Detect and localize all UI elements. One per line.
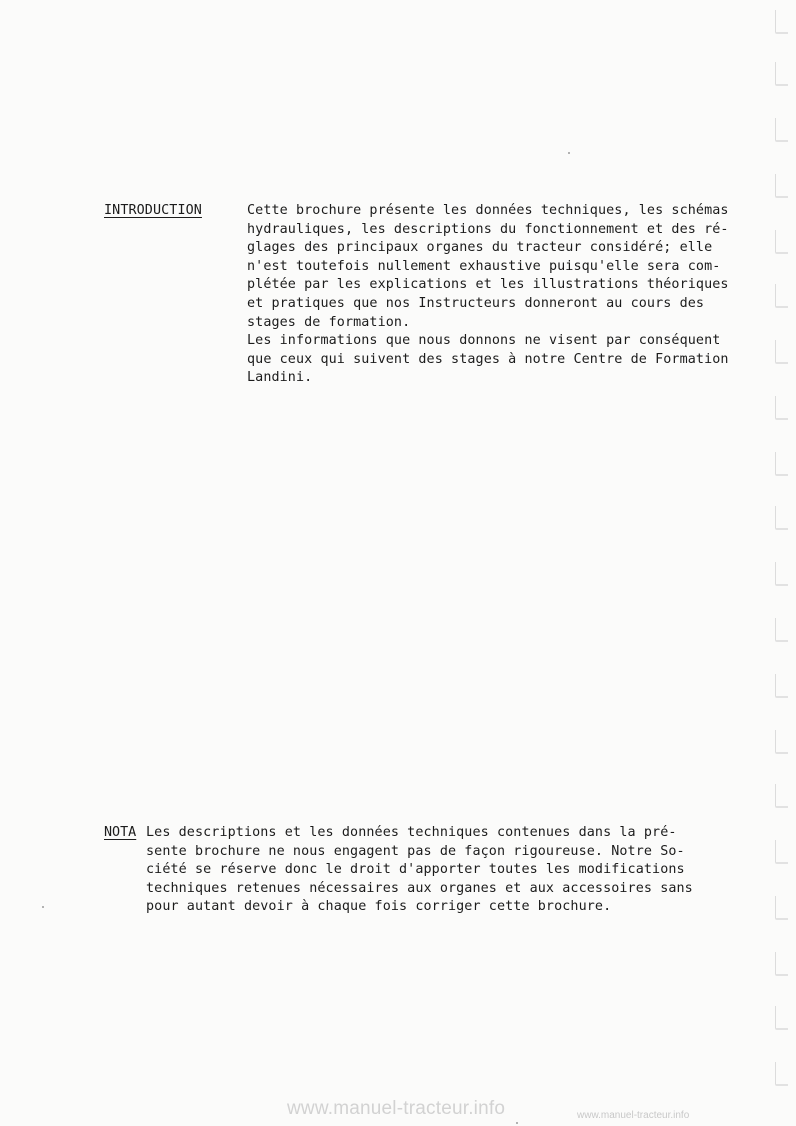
binding-mark bbox=[775, 730, 788, 754]
binding-mark bbox=[775, 952, 788, 976]
binding-mark bbox=[775, 340, 788, 364]
nota-line: ciété se réserve donc le droit d'apporter toutes les modifications bbox=[146, 862, 685, 878]
binding-mark bbox=[775, 396, 788, 420]
intro-line: n'est toutefois nullement exhaustive puisqu'elle sera com- bbox=[247, 258, 721, 274]
binding-mark bbox=[775, 230, 788, 254]
intro-paragraph bbox=[247, 202, 737, 388]
nota-line: techniques retenues nécessaires aux organes et aux accessoires sans bbox=[146, 880, 693, 896]
binding-mark bbox=[775, 118, 788, 142]
binding-mark bbox=[775, 840, 788, 864]
binding-mark bbox=[775, 284, 788, 308]
scan-speck bbox=[568, 152, 570, 154]
intro-line: plétée par les explications et les illustrations théoriques bbox=[247, 277, 729, 293]
binding-mark bbox=[775, 674, 788, 698]
scan-speck bbox=[42, 906, 44, 908]
intro-line: et pratiques que nos Instructeurs donneront au cours des bbox=[247, 295, 705, 311]
nota-label: NOTA bbox=[104, 825, 137, 840]
binding-mark bbox=[775, 1006, 788, 1030]
intro-line: Les informations que nous donnons ne visent par conséquent bbox=[247, 333, 721, 349]
nota-line: sente brochure ne nous engagent pas de façon rigoureuse. Notre So- bbox=[146, 843, 685, 859]
nota-line: Les descriptions et les données techniques contenues dans la pré- bbox=[146, 825, 677, 840]
binding-mark bbox=[775, 1062, 788, 1086]
binding-mark bbox=[775, 562, 788, 586]
scan-speck bbox=[516, 1122, 518, 1124]
intro-line: hydrauliques, les descriptions du fonctionnement et des ré- bbox=[247, 221, 729, 237]
intro-line: Landini. bbox=[247, 370, 313, 386]
binding-mark bbox=[775, 452, 788, 476]
binding-mark bbox=[775, 10, 788, 34]
binding-mark bbox=[775, 62, 788, 86]
binding-mark bbox=[775, 174, 788, 198]
binding-mark bbox=[775, 618, 788, 642]
binding-mark bbox=[775, 896, 788, 920]
watermark-large: www.manuel-tracteur.info bbox=[287, 1098, 506, 1119]
binding-mark bbox=[775, 506, 788, 530]
binding-mark bbox=[775, 784, 788, 808]
intro-line: glages des principaux organes du tracteur considéré; elle bbox=[247, 240, 713, 256]
nota-line: pour autant devoir à chaque fois corriger cette brochure. bbox=[146, 899, 612, 915]
watermark-small: www.manuel-tracteur.info bbox=[577, 1110, 690, 1121]
nota-paragraph bbox=[104, 824, 704, 917]
intro-line: que ceux qui suivent des stages à notre Centre de Formation bbox=[247, 351, 729, 367]
intro-line: stages de formation. bbox=[247, 314, 411, 330]
spiral-binding bbox=[766, 0, 796, 1126]
intro-heading: INTRODUCTION bbox=[104, 203, 202, 218]
intro-line: Cette brochure présente les données techniques, les schémas bbox=[247, 203, 729, 218]
